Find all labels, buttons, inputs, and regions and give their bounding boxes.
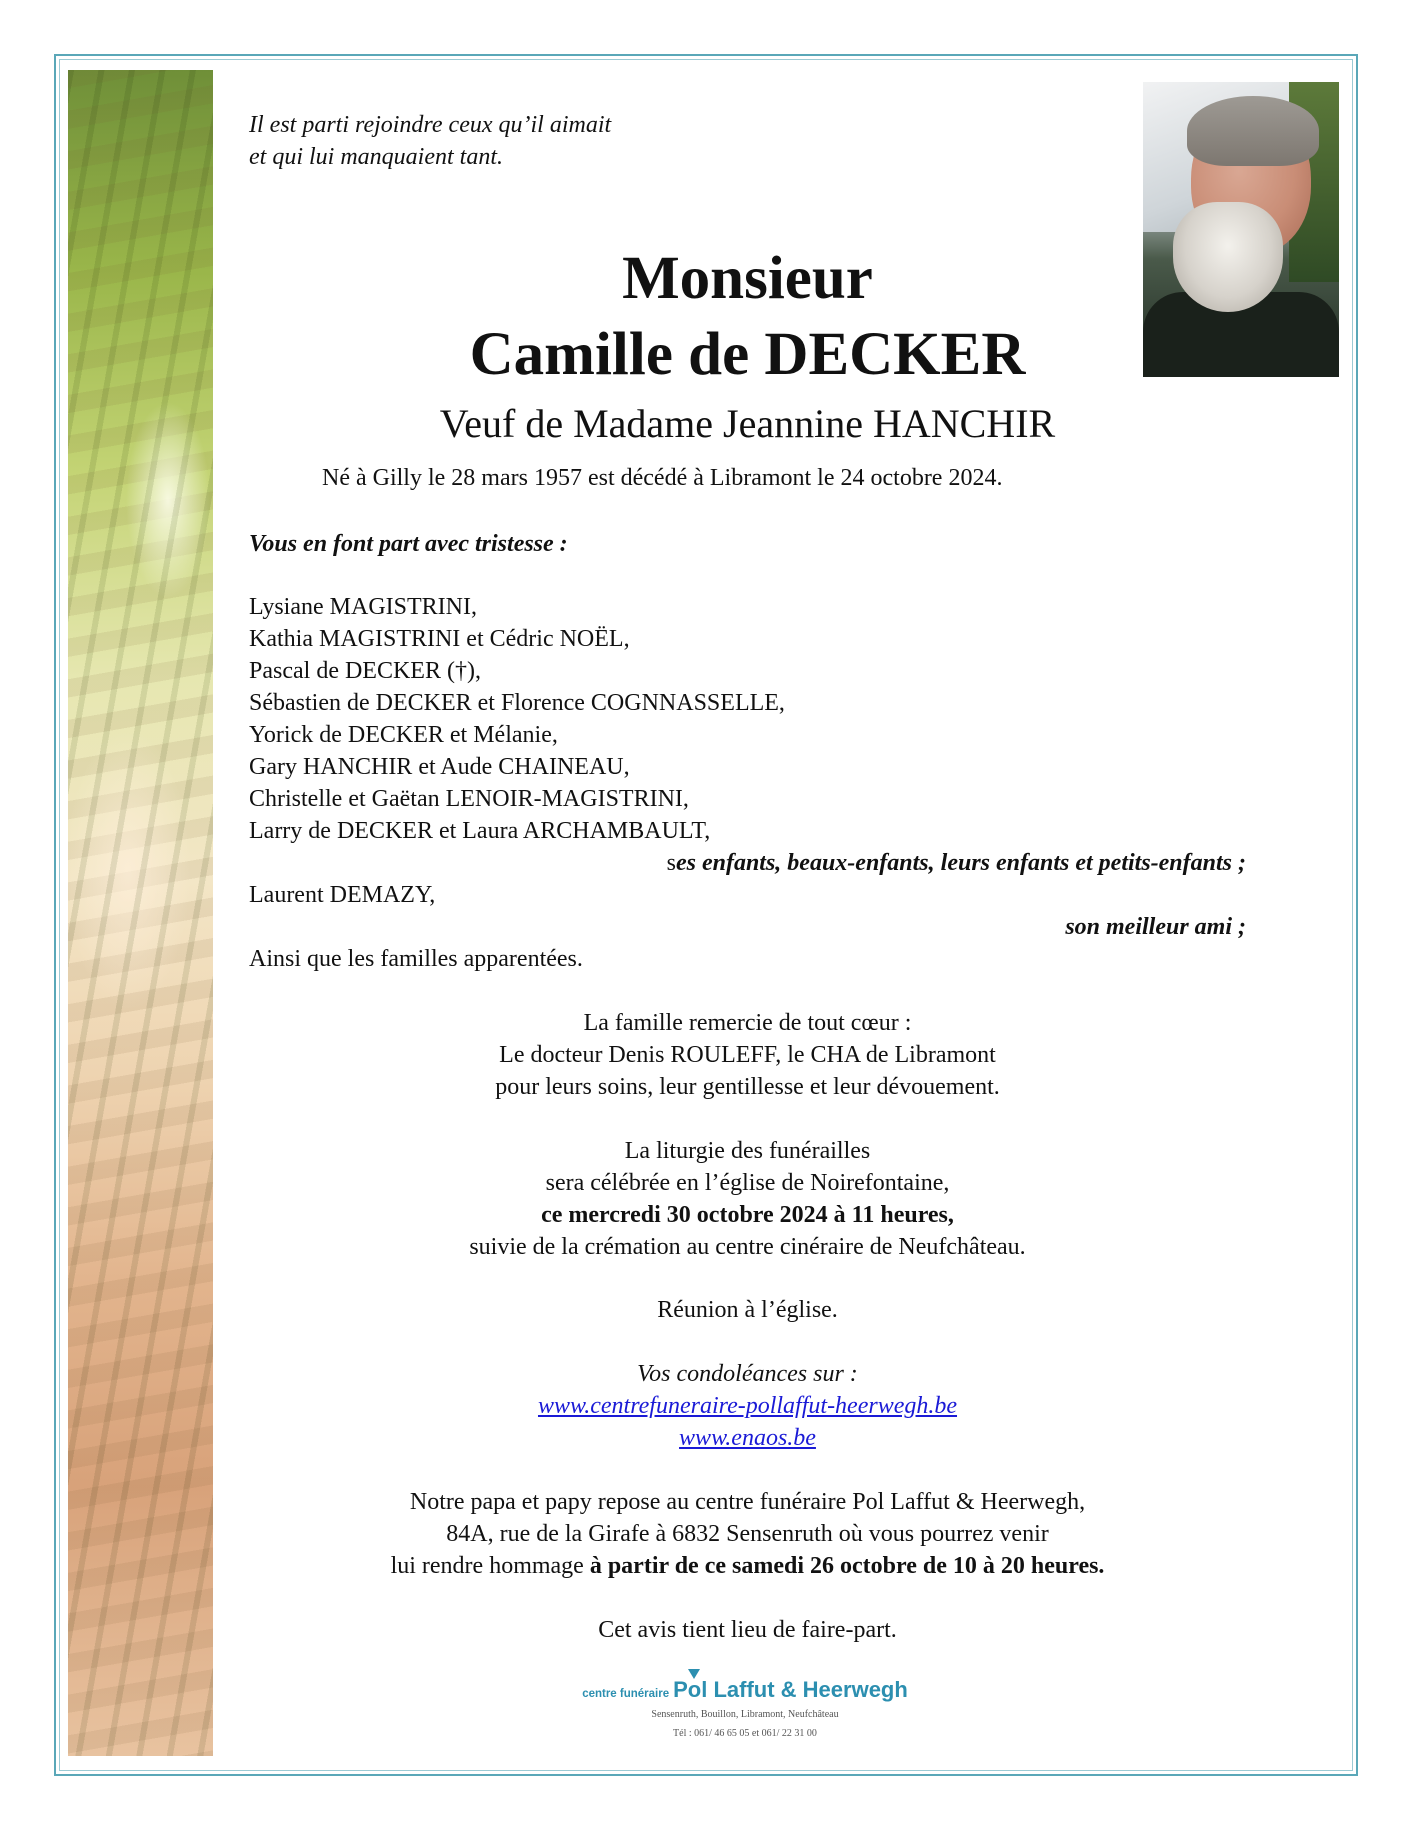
children-relation-text: es enfants, beaux-enfants, leurs enfants et petits-enfants ; <box>675 850 1246 876</box>
forest-path-image <box>68 70 213 1756</box>
family-member: Larry de DECKER et Laura ARCHAMBAULT, <box>249 818 711 844</box>
logo-small-text: centre funéraire <box>582 1688 670 1700</box>
honorific: Monsieur <box>622 245 873 312</box>
children-relation-prefix: s <box>666 850 676 876</box>
logo-triangle-icon <box>688 1669 700 1679</box>
viewing-line-3-regular: lui rendre hommage <box>390 1553 590 1579</box>
funeral-line-4: suivie de la crémation au centre cinéraire de Neufchâteau. <box>469 1234 1026 1260</box>
thanks-line-1: La famille remercie de tout cœur : <box>583 1010 912 1036</box>
family-member: Kathia MAGISTRINI et Cédric NOËL, <box>249 626 630 652</box>
family-member: Sébastien de DECKER et Florence COGNNASSELLE, <box>249 690 785 716</box>
epigraph-line-2: et qui lui manquaient tant. <box>249 144 503 170</box>
viewing-line-3 <box>270 1553 1225 1580</box>
children-relation <box>667 850 1246 877</box>
funeral-line-2: sera célébrée en l’église de Noirefontaine, <box>545 1170 950 1196</box>
thanks-line-2: Le docteur Denis ROULEFF, le CHA de Libramont <box>499 1042 996 1068</box>
deceased-name: Camille de DECKER <box>469 321 1026 388</box>
family-member: Lysiane MAGISTRINI, <box>249 594 477 620</box>
announcement-intro: Vous en font part avec tristesse : <box>249 531 568 557</box>
logo-locations: Sensenruth, Bouillon, Libramont, Neufchâteau <box>651 1709 839 1720</box>
family-member: Pascal de DECKER (†), <box>249 658 481 684</box>
viewing-hours: à partir de ce samedi 26 octobre de 10 à 20 heures. <box>589 1553 1105 1579</box>
condolences-link-1-wrap <box>270 1393 1225 1420</box>
friend-name: Laurent DEMAZY, <box>249 882 436 908</box>
condolences-label: Vos condoléances sur : <box>637 1361 858 1387</box>
thanks-line-3: pour leurs soins, leur gentillesse et leur dévouement. <box>495 1074 1000 1100</box>
logo-big-text: Pol Laffut & Heerwegh <box>673 1677 908 1702</box>
spouse-line: Veuf de Madame Jeannine HANCHIR <box>439 401 1056 446</box>
birth-death-dates: Né à Gilly le 28 mars 1957 est décédé à Libramont le 24 octobre 2024. <box>322 465 1003 491</box>
other-families: Ainsi que les familles apparentées. <box>249 946 583 972</box>
family-member: Christelle et Gaëtan LENOIR-MAGISTRINI, <box>249 786 689 812</box>
logo-title <box>575 1677 915 1703</box>
closing-line: Cet avis tient lieu de faire-part. <box>598 1617 897 1643</box>
funeral-home-logo <box>575 1677 915 1739</box>
friend-relation: son meilleur ami ; <box>1065 914 1246 940</box>
family-member: Gary HANCHIR et Aude CHAINEAU, <box>249 754 630 780</box>
funeral-line-1: La liturgie des funérailles <box>624 1138 871 1164</box>
logo-phone: Tél : 061/ 46 65 05 et 061/ 22 31 00 <box>673 1728 817 1739</box>
meeting-place: Réunion à l’église. <box>657 1297 838 1323</box>
condolences-link-2[interactable]: www.enaos.be <box>679 1425 816 1451</box>
condolences-link-2-wrap <box>270 1425 1225 1452</box>
viewing-line-2: 84A, rue de la Girafe à 6832 Sensenruth où vous pourrez venir <box>446 1521 1049 1547</box>
portrait-hair <box>1187 96 1319 166</box>
funeral-date: ce mercredi 30 octobre 2024 à 11 heures, <box>541 1202 954 1228</box>
viewing-line-1: Notre papa et papy repose au centre funéraire Pol Laffut & Heerwegh, <box>409 1489 1086 1515</box>
condolences-link-1[interactable]: www.centrefuneraire-pollaffut-heerwegh.be <box>537 1393 958 1419</box>
family-member: Yorick de DECKER et Mélanie, <box>249 722 558 748</box>
epigraph-line-1: Il est parti rejoindre ceux qu’il aimait <box>249 112 612 138</box>
